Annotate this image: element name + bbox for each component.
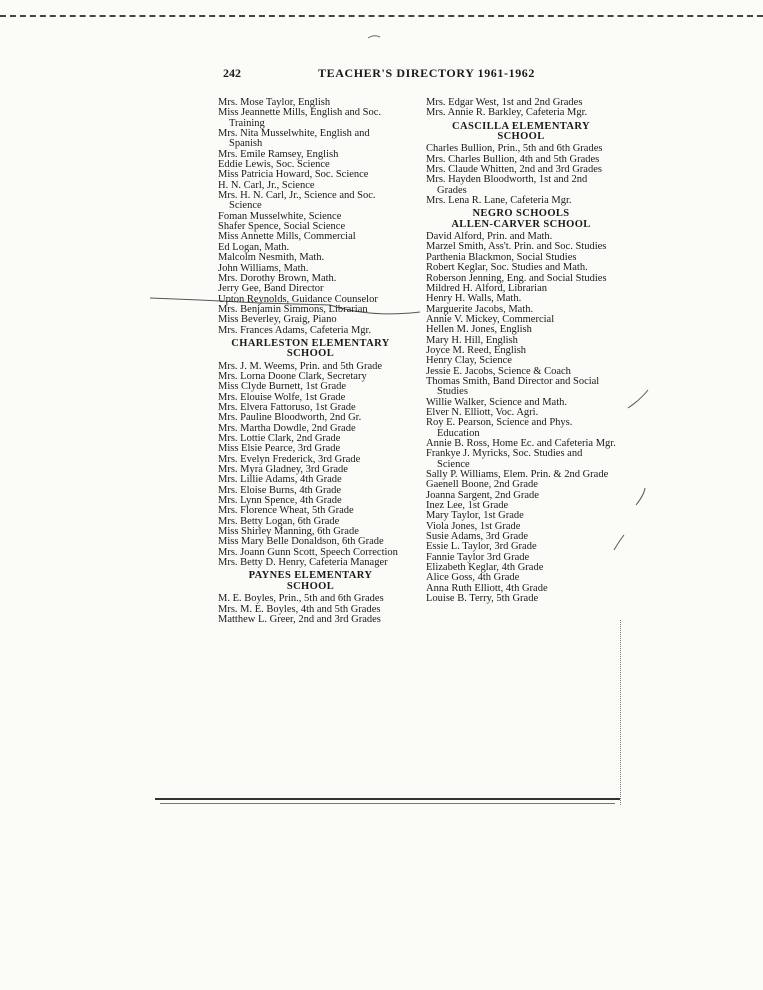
directory-entry: Mrs. Florence Wheat, 5th Grade bbox=[218, 505, 354, 517]
directory-entry: Mrs. Elvera Fattoruso, 1st Grade bbox=[218, 401, 356, 413]
directory-entry: Mrs. Benjamin Simmons, Librarian bbox=[218, 303, 368, 315]
directory-entry: Inez Lee, 1st Grade bbox=[426, 500, 509, 512]
directory-entry: Roy E. Pearson, Science and Phys. Education bbox=[426, 417, 573, 439]
directory-entry: Mrs. Frances Adams, Cafeteria Mgr. bbox=[218, 324, 372, 336]
directory-entry: Robert Keglar, Soc. Studies and Math. bbox=[426, 262, 588, 274]
directory-entry: Mary Taylor, 1st Grade bbox=[426, 510, 524, 522]
directory-entry: Mrs. Pauline Bloodworth, 2nd Gr. bbox=[218, 412, 362, 424]
directory-entry: Shafer Spence, Social Science bbox=[218, 221, 346, 233]
directory-entry: Sally P. Williams, Elem. Prin. & 2nd Grade bbox=[426, 469, 609, 481]
bottom-rule bbox=[155, 798, 620, 800]
directory-entry: M. E. Boyles, Prin., 5th and 6th Grades bbox=[218, 593, 384, 605]
directory-entry: Roberson Jenning, Eng. and Social Studies bbox=[426, 272, 607, 284]
directory-entry: Miss Clyde Burnett, 1st Grade bbox=[218, 381, 347, 393]
school-heading-line: PAYNES ELEMENTARY bbox=[248, 570, 373, 582]
directory-entry: Mrs. Lillie Adams, 4th Grade bbox=[218, 474, 342, 486]
directory-entry: Jerry Gee, Band Director bbox=[218, 283, 324, 295]
directory-entry: Viola Jones, 1st Grade bbox=[426, 520, 521, 532]
directory-entry: Mrs. Betty Logan, 6th Grade bbox=[218, 515, 340, 527]
directory-entry: Miss Mary Belle Donaldson, 6th Grade bbox=[218, 536, 384, 548]
directory-entry: Essie L. Taylor, 3rd Grade bbox=[426, 541, 537, 553]
directory-entry: Mrs. Eloise Burns, 4th Grade bbox=[218, 484, 342, 496]
directory-entry: Mrs. Evelyn Frederick, 3rd Grade bbox=[218, 453, 361, 465]
school-heading-line: SCHOOL bbox=[286, 348, 335, 360]
directory-entry: Miss Beverley, Graig, Piano bbox=[218, 314, 337, 326]
directory-entry: John Williams, Math. bbox=[218, 262, 309, 274]
directory-entry: Upton Reynolds, Guidance Counselor bbox=[218, 293, 378, 305]
directory-entry: David Alford, Prin. and Math. bbox=[426, 231, 553, 243]
directory-entry: Thomas Smith, Band Director and Social Studies bbox=[426, 375, 600, 398]
directory-entry: Mildred H. Alford, Librarian bbox=[426, 282, 548, 294]
directory-entry: Elizabeth Keglar, 4th Grade bbox=[426, 562, 544, 574]
right-margin-dotted-line bbox=[620, 620, 621, 805]
directory-entry: Eddie Lewis, Soc. Science bbox=[218, 159, 330, 171]
directory-entry: Anna Ruth Elliott, 4th Grade bbox=[426, 582, 548, 594]
directory-entry: Susie Adams, 3rd Grade bbox=[426, 531, 529, 543]
directory-entry: Mrs. Lynn Spence, 4th Grade bbox=[218, 495, 342, 507]
directory-entry: Henry Clay, Science bbox=[426, 355, 512, 367]
directory-entry: Mrs. Lena R. Lane, Cafeteria Mgr. bbox=[426, 195, 572, 207]
directory-entry: Mrs. H. N. Carl, Jr., Science and Soc. Science bbox=[218, 190, 376, 212]
directory-entry: Mrs. Emile Ramsey, English bbox=[218, 148, 339, 160]
directory-entry: Annie B. Ross, Home Ec. and Cafeteria Mgr. bbox=[426, 438, 616, 449]
directory-entry: Henry H. Walls, Math. bbox=[426, 293, 522, 305]
right-column bbox=[426, 98, 616, 605]
school-heading-line: SCHOOL bbox=[286, 580, 335, 592]
page-number: 242 bbox=[223, 66, 241, 80]
school-heading-line: CHARLESTON ELEMENTARY bbox=[231, 337, 390, 349]
school-heading bbox=[218, 339, 403, 360]
directory-entry: Miss Patricia Howard, Soc. Science bbox=[218, 169, 369, 181]
directory-entry: Miss Jeannette Mills, English and Soc. Training bbox=[218, 107, 382, 129]
directory-entry: Mrs. Joann Gunn Scott, Speech Correction bbox=[218, 546, 398, 558]
school-heading-line: SCHOOL bbox=[497, 131, 545, 143]
directory-entry: Fannie Taylor 3rd Grade bbox=[426, 551, 530, 563]
school-heading-line: NEGRO SCHOOLS bbox=[472, 208, 570, 220]
school-heading bbox=[426, 209, 616, 230]
directory-entry: Mrs. Hayden Bloodworth, 1st and 2nd Grades bbox=[426, 174, 588, 196]
directory-entry: Miss Annette Mills, Commercial bbox=[218, 231, 356, 243]
directory-entry: Gaenell Boone, 2nd Grade bbox=[426, 479, 538, 491]
page-header: TEACHER'S DIRECTORY 1961-1962 bbox=[318, 66, 536, 80]
directory-entry: Elver N. Elliott, Voc. Agri. bbox=[426, 406, 539, 418]
directory-entry: Charles Bullion, Prin., 5th and 6th Grades bbox=[426, 143, 603, 155]
directory-entry: Mrs. Myra Gladney, 3rd Grade bbox=[218, 464, 348, 476]
directory-entry: Mrs. Dorothy Brown, Math. bbox=[218, 272, 337, 284]
directory-entry: Miss Shirley Manning, 6th Grade bbox=[218, 526, 359, 538]
directory-entry: Foman Musselwhite, Science bbox=[218, 210, 342, 222]
bottom-rule-secondary bbox=[160, 803, 615, 804]
directory-entry: Mrs. Claude Whitten, 2nd and 3rd Grades bbox=[426, 164, 602, 176]
school-heading bbox=[218, 571, 403, 592]
directory-entry: Mrs. Annie R. Barkley, Cafeteria Mgr. bbox=[426, 107, 588, 119]
directory-entry: Mrs. Mose Taylor, English bbox=[218, 97, 331, 108]
directory-entry: Jessie E. Jacobs, Science & Coach bbox=[426, 365, 571, 377]
school-heading-line: ALLEN-CARVER SCHOOL bbox=[451, 218, 591, 230]
directory-entry: Matthew L. Greer, 2nd and 3rd Grades bbox=[218, 613, 381, 625]
directory-entry: Mrs. Lorna Doone Clark, Secretary bbox=[218, 370, 367, 382]
directory-entry: Mrs. M. E. Boyles, 4th and 5th Grades bbox=[218, 603, 381, 615]
directory-entry: H. N. Carl, Jr., Science bbox=[218, 179, 315, 191]
right-margin-mark-1 bbox=[628, 390, 648, 408]
directory-entry: Willie Walker, Science and Math. bbox=[426, 396, 567, 408]
directory-entry: Annie V. Mickey, Commercial bbox=[426, 313, 555, 325]
directory-entry: Mrs. Elouise Wolfe, 1st Grade bbox=[218, 391, 346, 403]
directory-entry: Marguerite Jacobs, Math. bbox=[426, 303, 534, 315]
directory-entry: Mrs. Nita Musselwhite, English and Spanish bbox=[218, 128, 370, 150]
directory-entry: Joyce M. Reed, English bbox=[426, 344, 527, 356]
directory-entry: Mrs. Lottie Clark, 2nd Grade bbox=[218, 433, 341, 444]
directory-entry: Alice Goss, 4th Grade bbox=[426, 572, 520, 584]
directory-entry: Louise B. Terry, 5th Grade bbox=[426, 593, 539, 605]
left-column bbox=[218, 98, 403, 625]
right-margin-mark-2 bbox=[636, 488, 645, 505]
directory-entry: Malcolm Nesmith, Math. bbox=[218, 252, 325, 264]
directory-entry: Hellen M. Jones, English bbox=[426, 324, 532, 336]
directory-entry: Frankye J. Myricks, Soc. Studies and Science bbox=[426, 448, 583, 470]
school-heading-line: CASCILLA ELEMENTARY bbox=[451, 120, 591, 132]
directory-entry: Miss Elsie Pearce, 3rd Grade bbox=[218, 443, 341, 455]
directory-entry: Mrs. J. M. Weems, Prin. and 5th Grade bbox=[218, 360, 383, 372]
directory-entry: Mrs. Betty D. Henry, Cafeteria Manager bbox=[218, 557, 388, 569]
directory-entry: Joanna Sargent, 2nd Grade bbox=[426, 489, 539, 501]
school-heading bbox=[426, 122, 616, 143]
directory-entry: Ed Logan, Math. bbox=[218, 241, 290, 253]
directory-entry: Mrs. Charles Bullion, 4th and 5th Grades bbox=[426, 153, 600, 165]
directory-entry: Mrs. Edgar West, 1st and 2nd Grades bbox=[426, 97, 583, 108]
directory-entry: Mrs. Martha Dowdle, 2nd Grade bbox=[218, 422, 356, 434]
directory-entry: Parthenia Blackmon, Social Studies bbox=[426, 251, 577, 263]
top-border-rule bbox=[0, 15, 763, 17]
top-smudge bbox=[368, 36, 380, 38]
directory-entry: Mary H. Hill, English bbox=[426, 334, 518, 346]
directory-entry: Marzel Smith, Ass't. Prin. and Soc. Studies bbox=[426, 241, 607, 253]
